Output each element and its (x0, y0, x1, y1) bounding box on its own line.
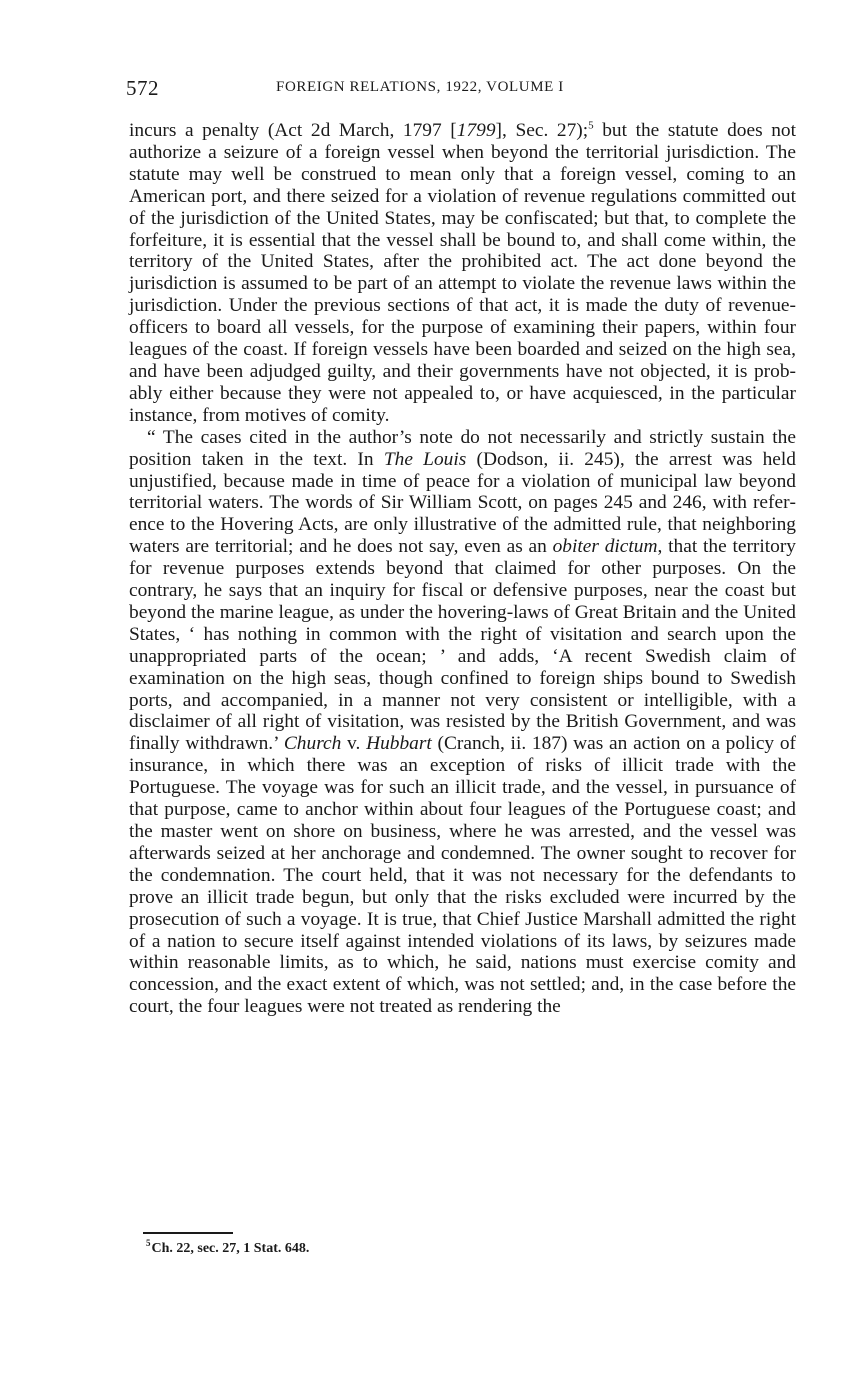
running-title: FOREIGN RELATIONS, 1922, VOLUME I (276, 79, 564, 95)
footnote-divider (143, 1232, 233, 1234)
obiter-dictum-italic: obiter dictum (552, 536, 658, 558)
p1-text-b: ], Sec. 27); (495, 120, 589, 141)
body-text (129, 120, 796, 1018)
case-name-church: Church (283, 733, 342, 755)
paragraph-1 (129, 120, 796, 427)
case-name-the-louis: The Louis (383, 448, 467, 470)
case-name-hubbart: Hubbart (366, 733, 432, 755)
page-number: 572 (126, 76, 159, 100)
p2-text-b: (Dodson, ii. 245), the arrest was held unjustified, because made in time of peace for a violation of municipal law beyond territorial waters. The words of Sir William Scott, on pages 245 and 246, with reference to the Hovering Acts, are only illustrative of the admitted rule, that neighboring waters are territorial; and he does not say, even as an (129, 448, 796, 558)
footnote-mark: 5 (146, 1238, 151, 1249)
running-head (126, 74, 798, 104)
p1-text-c: but the statute does not authorize a seizure of a foreign vessel when beyond the territorial jurisdiction. The statute may well be construed to mean only that a foreign vessel, coming to an American port, and there seized for a violation of revenue regulations committed out of the jurisdiction of the United States, may be confiscated; but that, to complete the forfeiture, it is essential that the vessel shall be bound to, and shall come within, the territory of the United States, after the prohibited act. The act done beyond the jurisdiction is assumed to be part of an attempt to violate the revenue laws within the jurisdiction. Under the previous sections of that act, it is made the duty of revenue-officers to board all vessels, for the purpose of examining their papers, within four leagues of the coast. If foreign vessels have been boarded and seized on the high sea, and have been adjudged guilty, and their governments have not objected, it is probably either because they were not appealed to, or have acquiesced, in the particular instance, from motives of comity. (129, 120, 796, 426)
p2-text-e: (Cranch, ii. 187) was an action on a policy of insurance, in which there was an exception of risks of illicit trade with the Portuguese. The voyage was for such an illicit trade, and the vessel, in pursuance of that purpose, came to anchor within about four leagues of the Portuguese coast; and the master went on shore on business, where he was arrested, and the vessel was afterwards seized at her anchorage and condemned. The owner sought to recover for the condemnation. The court held, that it was not necessary for the defendants to prove an illicit trade begun, but only that the risks excluded were incurred by the prosecution of such a voyage. It is true, that Chief Justice Marshall admitted the right of a nation to secure itself against intended violations of its laws, by seizures made within reasonable limits, as to which, he said, nations must exercise comity and concession, and the exact extent of which, was not settled; and, in the case before the court, the four leagues were not treated as rendering the (129, 733, 796, 1018)
paragraph-2 (129, 427, 796, 1018)
p1-year-italic: 1799 (456, 120, 496, 141)
p1-text-a: incurs a penalty (Act 2d March, 1797 [ (129, 120, 457, 141)
p2-text-c: , that the territory for revenue purposes extends beyond that claimed for other purposes. On the contrary, he says that an inquiry for fiscal or defensive purposes, near the coast but beyond the marine league, as under the hovering-laws of Great Britain and the United States, ‘ has nothing in common with the right of visitation and search upon the unappropriated parts of the ocean; ’ and adds, ‘A recent Swedish claim of examination on the high seas, though confined to foreign ships bound to Swedish ports, and accompanied, in a manner not very consistent or intelligible, with a disclaimer of all right of visitation, was resisted by the British Government, and was finally withdrawn.’ (129, 536, 796, 755)
footnote-reference: 5 (588, 119, 594, 132)
p2-text-d: v. (341, 733, 367, 755)
p2-text-a: “ The cases cited in the author’s note do not necessarily and strictly sustain the position taken in the text. In (129, 426, 796, 470)
footnote (146, 1240, 309, 1258)
footnote-text: Ch. 22, sec. 27, 1 Stat. 648. (151, 1241, 310, 1256)
